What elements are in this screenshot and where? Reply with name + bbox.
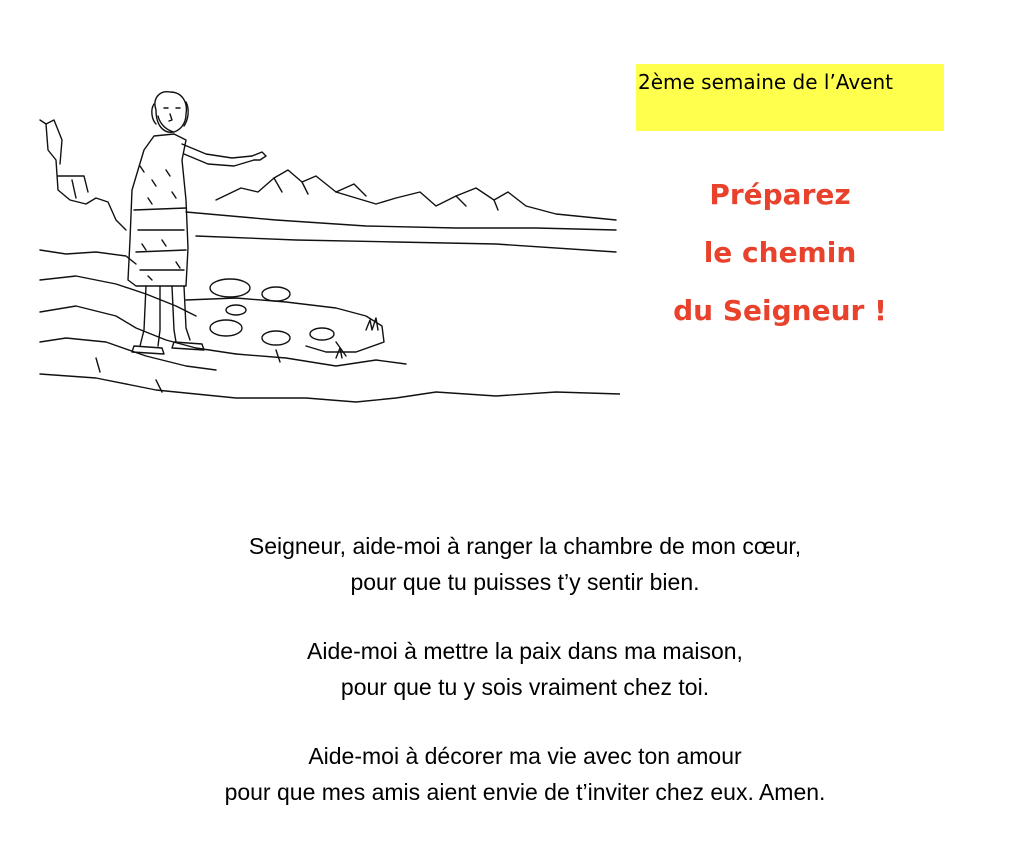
title-line: du Seigneur ! [673,294,887,327]
prayer-stanza [100,528,950,600]
title-line: le chemin [703,236,857,269]
prayer-line: Aide-moi à mettre la paix dans ma maison, [307,638,743,664]
water [186,212,616,252]
figure [128,92,266,354]
rocks-left [40,120,136,264]
john-the-baptist-illustration [36,80,620,410]
prayer-line: pour que tu puisses t’y sentir bien. [350,569,700,595]
mountains [216,170,616,220]
prayer-stanza [100,738,950,810]
prayer-stanza [100,633,950,705]
week-label [636,64,944,131]
prayer-line: Aide-moi à décorer ma vie avec ton amour [308,743,742,769]
boulders [210,279,334,345]
prayer-text [100,528,950,843]
week-label-text: 2ème semaine de l’Avent [638,70,893,94]
title-line: Préparez [709,178,851,211]
prayer-line: pour que mes amis aient envie de t’inviter chez eux. Amen. [224,779,826,805]
prayer-line: pour que tu y sois vraiment chez toi. [340,674,710,700]
page-title [640,166,920,340]
prayer-line: Seigneur, aide-moi à ranger la chambre de mon cœur, [248,533,802,559]
